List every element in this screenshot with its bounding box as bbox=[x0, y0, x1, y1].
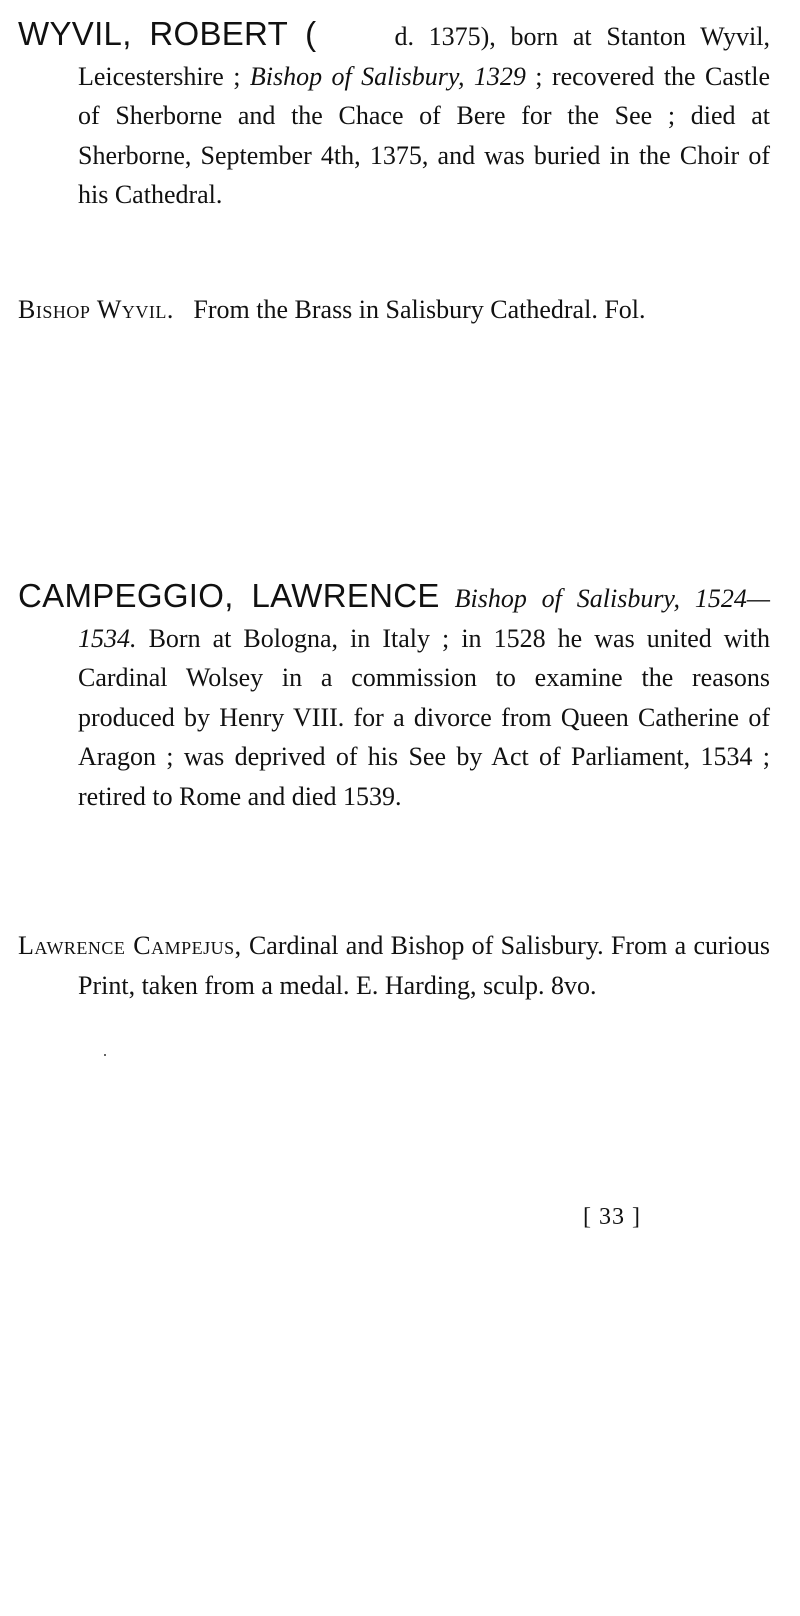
entry-office: Bishop of Salisbury, 1329 bbox=[249, 61, 526, 91]
entry-heading-campeggio: CAMPEGGIO, LAWRENCE bbox=[18, 577, 440, 614]
portrait-wyvil bbox=[18, 290, 770, 330]
portrait-wyvil-text bbox=[18, 290, 770, 330]
entry-body: Born at Bologna, in Italy ; in 1528 he was united with Cardinal Wolsey in a commission to examine the reasons produced by Henry VIII. for a divorce from Queen Catherine of Aragon ; was deprived of his See by Act of Parliament, 1534 ; retired to Rome and died 1539. bbox=[78, 623, 771, 811]
entry-wyvil-text bbox=[18, 14, 770, 215]
entry-heading-wyvil: WYVIL, ROBERT ( bbox=[18, 15, 317, 52]
portrait-campeggio-text bbox=[18, 926, 770, 1005]
portrait-description: Cardinal and Bishop of Salisbury. From a curious Print, taken from a medal. E. Harding, sculp. 8vo. bbox=[78, 931, 771, 1000]
ink-speck bbox=[104, 1054, 106, 1056]
entry-punct: ; bbox=[525, 61, 543, 91]
page-number: [ 33 ] bbox=[583, 1204, 641, 1230]
entry-birthplace: Wyvil, Leicestershire ; bbox=[78, 22, 771, 91]
entry-body: recovered the Castle of Sherborne and the Chace of Bere for the See ; died at Sherborne, September 4th, 1375, and was buried in the Choir of his Cathedral. bbox=[78, 61, 770, 209]
entry-wyvil bbox=[18, 14, 770, 215]
entry-campeggio bbox=[18, 576, 770, 816]
portrait-campeggio bbox=[18, 926, 770, 1005]
portrait-title: Lawrence Campejus, bbox=[18, 931, 242, 960]
entry-dates: d. 1375), born at Stanton bbox=[394, 22, 686, 51]
portrait-title: Bishop Wyvil. bbox=[18, 295, 174, 324]
portrait-description: From the Brass in Salisbury Cathedral. Fol. bbox=[193, 295, 646, 324]
entry-office: Bishop of Salisbury, 1524—1534. bbox=[78, 584, 771, 653]
entry-campeggio-text bbox=[18, 576, 770, 816]
